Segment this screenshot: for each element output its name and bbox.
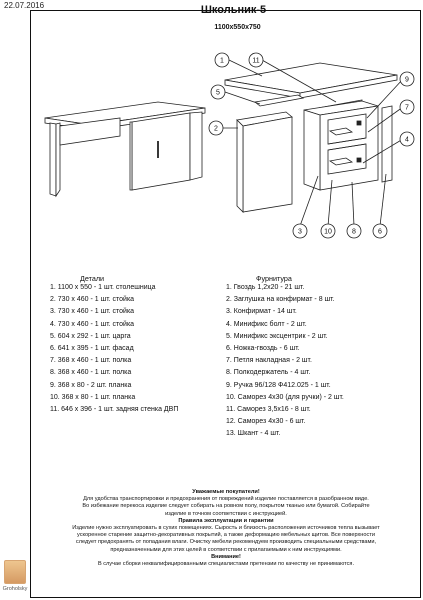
callout-label: 8 [352, 228, 356, 236]
notes-heading-rules: Правила эксплуатации и гарантии [178, 517, 274, 524]
callout-label: 10 [324, 228, 332, 236]
assembled-desk-illustration [45, 102, 205, 196]
list-item: 5. 604 x 292 - 1 шт. царга [50, 332, 131, 340]
list-item: 6. Ножка-гвоздь - 6 шт. [226, 345, 300, 353]
hardware-heading: Фурнитура [256, 274, 292, 283]
chair-icon [4, 560, 26, 584]
callout-label: 6 [378, 228, 382, 236]
list-item: 6. 641 x 395 - 1 шт. фасад [50, 345, 134, 353]
list-item: 7. Петля накладная - 2 шт. [226, 357, 312, 365]
watermark-text: Groholsky [2, 586, 28, 592]
list-item: 1. Гвоздь 1,2x20 - 21 шт. [226, 284, 305, 291]
list-item: 7. 368 x 460 - 1 шт. полка [50, 357, 132, 365]
callout-label: 7 [405, 104, 409, 112]
callout-label: 3 [298, 228, 302, 236]
hardware-list [226, 282, 344, 441]
date-stamp: 22.07.2016 [4, 1, 45, 10]
list-item: 10. 368 x 80 - 1 шт. планка [50, 393, 136, 401]
list-item: 11. Саморез 3,5x16 - 8 шт. [226, 406, 311, 414]
assembly-drawing [0, 0, 423, 250]
list-item: 12. Саморез 4x30 - 6 шт. [226, 418, 306, 426]
callout-label: 2 [214, 125, 218, 133]
callout-label: 1 [220, 57, 224, 65]
callout-label: 11 [252, 57, 260, 65]
list-item: 5. Минификс эксцентрик - 2 шт. [226, 332, 328, 340]
list-item: 8. Полкодержатель - 4 шт. [226, 369, 311, 377]
callout-label: 4 [405, 136, 409, 144]
list-item: 9. Ручка 96/128 Ф412.025 - 1 шт. [226, 381, 331, 389]
notes-paragraph: следует предохранять от попадания влаги. Очистку мебели рекомендуем производить специальными средствами, [75, 539, 377, 546]
parts-list [50, 282, 178, 416]
notes-paragraph: Во избежание перекоса изделие следует собирать на ровном полу, покрытом тканью или бумагой. Собирайте [82, 503, 370, 510]
product-dimensions: 1100x550x750 [214, 24, 261, 31]
notes-heading-customers: Уважаемые покупатели! [192, 489, 260, 495]
callout-label: 9 [405, 76, 409, 84]
list-item: 9. 368 x 80 - 2 шт. планка [50, 381, 132, 389]
list-item: 4. 730 x 460 - 1 шт. стойка [50, 320, 135, 328]
instructions-notes [40, 489, 412, 568]
notes-paragraph: предназначенными для этих целей в соответствии с прилагаемыми к ним инструкциями. [110, 546, 342, 553]
list-item: 2. Заглушка на конфирмат - 8 шт. [226, 296, 335, 304]
parts-heading: Детали [80, 274, 105, 283]
notes-paragraph: изделие в точном соответствии с инструкцией. [165, 510, 287, 517]
list-item: 2. 730 x 460 - 1 шт. стойка [50, 296, 135, 304]
list-item: 1. 1100 x 550 - 1 шт. столешница [50, 284, 156, 291]
list-item: 4. Минификс болт - 2 шт. [226, 320, 307, 328]
notes-paragraph: ускоренное старение защитно-декоративных покрытий, а также деформацию мебельных щитов. Все поверхности [77, 532, 375, 539]
watermark-logo [1, 560, 29, 592]
notes-paragraph: В случае сборки неквалифицированными специалистами претензии по качеству не принимаются. [97, 561, 355, 568]
list-item: 11. 646 x 396 - 1 шт. задняя стенка ДВП [50, 406, 179, 414]
list-item: 13. Шкант - 4 шт. [226, 430, 281, 438]
notes-paragraph: Изделие нужно эксплуатировать в сухих помещениях. Сырость и близость расположения источников тепла вызывает [72, 525, 380, 532]
notes-heading-warning: Внимание! [211, 553, 241, 560]
list-item: 3. Конфирмат - 14 шт. [226, 308, 297, 316]
notes-paragraph: Для удобства транспортировки и предохранения от повреждений изделие поставляется в разобранном виде. [83, 496, 369, 503]
product-title: Школьник-5 [200, 4, 267, 16]
list-item: 8. 368 x 460 - 1 шт. полка [50, 369, 132, 377]
callout-label: 5 [216, 89, 220, 97]
list-item: 3. 730 x 460 - 1 шт. стойка [50, 308, 135, 316]
exploded-view-illustration [209, 53, 414, 238]
list-item: 10. Саморез 4x30 (для ручки) - 2 шт. [226, 393, 344, 401]
